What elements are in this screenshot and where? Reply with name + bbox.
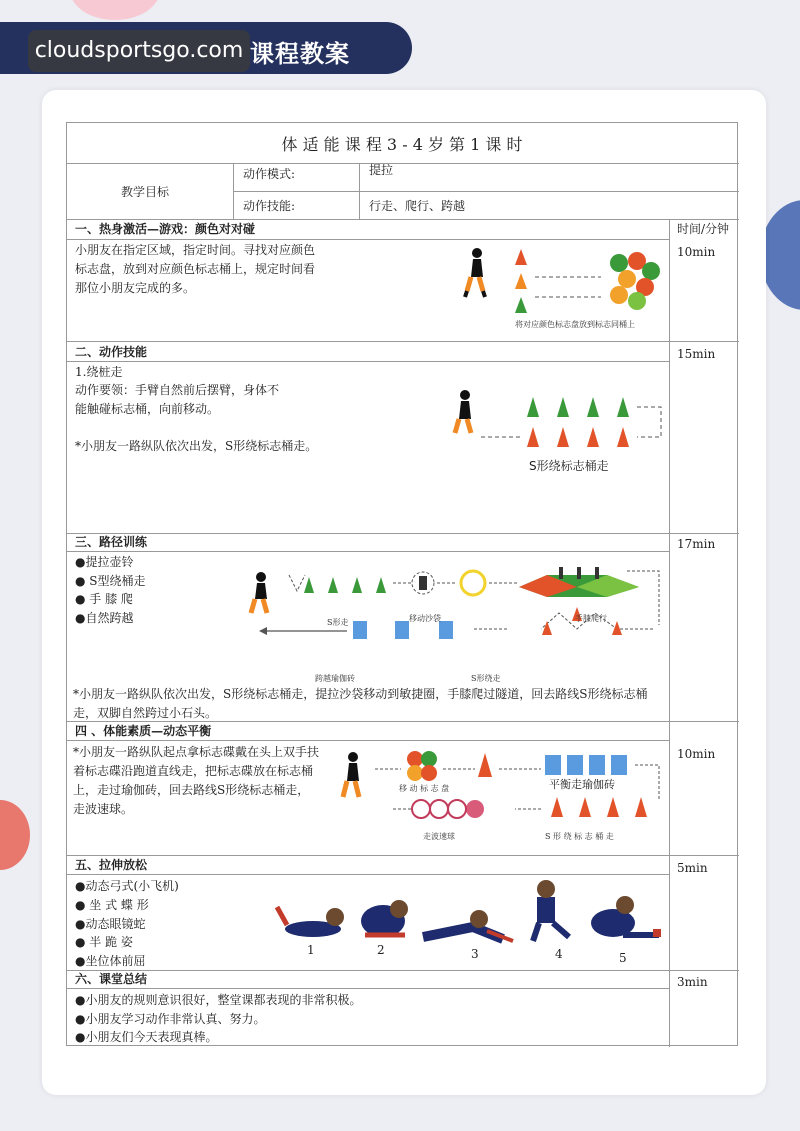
crawl-tunnel-icon <box>519 567 639 597</box>
child-running-icon <box>465 248 485 297</box>
watermark: cloudsportsgo.com <box>28 30 250 72</box>
section-3-caption: 移动沙袋 <box>409 614 441 623</box>
cone-row-red-icon <box>551 797 647 817</box>
goal-skill-value: 行走、爬行、跨越 <box>369 199 466 213</box>
section-4-figure <box>335 747 669 839</box>
cone-row-green-icon <box>304 577 386 593</box>
goal-skill-label: 动作技能: <box>243 199 296 213</box>
bg-circle-pink <box>70 0 160 20</box>
stretch-pose-2-icon <box>361 900 408 937</box>
cone-stack-icon <box>515 249 527 313</box>
goal-mode-value: 提拉 <box>369 163 394 177</box>
stretch-pose-1-icon <box>277 907 344 937</box>
lesson-title: 体 适 能 课 程 3 - 4 岁 第 1 课 时 <box>281 135 523 154</box>
pose-number: 3 <box>471 947 479 961</box>
child-running-icon <box>251 572 267 613</box>
bosu-ball-icon <box>412 800 484 818</box>
section-3-time: 17min <box>677 537 716 551</box>
section-1-text: 小朋友在指定区域，指定时间。寻找对应颜色标志盘，放到对应颜色标志桶上，规定时间看那位小朋友完成的多。 <box>75 243 316 295</box>
section-3-caption: S形绕走 <box>471 674 501 683</box>
section-3-caption: S形走 <box>327 618 349 627</box>
marker-discs-icon <box>610 252 660 310</box>
child-walking-icon <box>343 752 359 797</box>
stretch-pose-3-icon <box>423 910 513 941</box>
section-5-item: ●坐位体前屈 <box>75 954 146 968</box>
divider <box>67 855 739 856</box>
cone-row-green-icon <box>527 397 629 417</box>
divider <box>67 740 669 741</box>
section-3-item: ●自然跨越 <box>75 611 134 625</box>
section-2-line: 能触碰标志桶，向前移动。 <box>75 402 220 416</box>
section-5-figure <box>273 877 665 953</box>
section-5-item: ● 坐 式 蝶 形 <box>75 898 149 912</box>
stretch-pose-4-icon <box>533 880 569 941</box>
section-2-line: 1.绕桩走 <box>75 365 123 379</box>
section-1-title: 一、热身激活—游戏：颜色对对碰 <box>75 222 256 236</box>
pose-number: 1 <box>307 943 315 957</box>
section-6-item: ●小朋友学习动作非常认真、努力。 <box>75 1012 266 1026</box>
section-2-figure <box>451 385 671 455</box>
time-column-divider <box>669 219 670 1047</box>
section-2-time: 15min <box>677 347 716 361</box>
time-header: 时间/分钟 <box>677 222 730 236</box>
section-5-title: 五、拉伸放松 <box>75 858 148 872</box>
section-6-time: 3min <box>677 975 708 989</box>
pose-number: 4 <box>555 947 563 961</box>
divider <box>67 970 739 971</box>
divider <box>67 361 669 362</box>
lesson-plan-table <box>66 122 738 1046</box>
section-4-title: 四 、体能素质—动态平衡 <box>75 724 212 738</box>
goal-label: 教学目标 <box>121 185 170 199</box>
divider <box>233 191 739 192</box>
section-2-line: 动作要领：手臂自然前后摆臂，身体不 <box>75 383 280 397</box>
section-3-caption: 手膝爬行 <box>575 614 607 623</box>
section-2-line: *小朋友一路纵队依次出发，S形绕标志桶走。 <box>75 439 318 453</box>
section-1-caption: 将对应颜色标志盘放到标志同桶上 <box>515 320 635 329</box>
stretch-pose-5-icon <box>591 896 661 937</box>
bg-circle-blue-right <box>760 200 800 310</box>
section-3-item: ●提拉壶铃 <box>75 555 134 569</box>
pose-number: 5 <box>619 951 627 965</box>
section-5-time: 5min <box>677 861 708 875</box>
section-1-figure <box>459 241 669 331</box>
divider <box>67 874 669 875</box>
section-2-caption: S形绕标志桶走 <box>529 459 609 473</box>
divider <box>67 988 669 989</box>
divider <box>67 551 669 552</box>
marker-discs-icon <box>407 751 437 781</box>
section-5-item: ●动态眼镜蛇 <box>75 917 146 931</box>
section-4-text: *小朋友一路纵队起点拿标志碟戴在头上双手扶着标志碟沿跑道直线走，把标志碟放在标志桶上，走过瑜伽砖，回去路线S形绕标志桶走，走波速球。 <box>73 745 320 816</box>
section-5-item: ● 半 跪 姿 <box>75 935 133 949</box>
section-6-item: ●小朋友的规则意识很好，整堂课都表现的非常积极。 <box>75 993 362 1007</box>
bg-circle-red-left <box>0 800 30 870</box>
section-2-title: 二、动作技能 <box>75 345 148 359</box>
section-3-item: ● S型绕桶走 <box>75 574 146 588</box>
section-3-note: *小朋友一路纵队依次出发，S形绕标志桶走，提拉沙袋移动到敏捷圈，手膝爬过隧道，回去路线S形绕标志桶走，双脚自然跨过小石头。 <box>73 687 648 720</box>
divider <box>67 163 739 164</box>
section-4-caption: S 形 绕 标 志 桶 走 <box>545 832 614 841</box>
section-3-caption: 跨越瑜伽砖 <box>315 674 355 683</box>
section-3-item: ● 手 膝 爬 <box>75 592 133 606</box>
section-4-time: 10min <box>677 747 716 761</box>
pose-number: 2 <box>377 943 385 957</box>
cone-icon <box>478 753 492 777</box>
section-4-caption: 走波速球 <box>423 832 455 841</box>
agility-hoop-icon <box>461 571 485 595</box>
divider <box>67 239 669 240</box>
divider <box>67 533 739 534</box>
divider <box>67 341 739 342</box>
section-4-caption: 移 动 标 志 盘 <box>399 784 450 793</box>
goal-mode-label: 动作模式: <box>243 167 296 181</box>
section-4-caption: 平衡走瑜伽砖 <box>549 778 615 791</box>
yoga-brick-icon <box>545 755 627 775</box>
section-6-item: ●小朋友们今天表现真棒。 <box>75 1030 218 1044</box>
cone-row-red-icon <box>527 427 629 447</box>
header-title: 课程教案 <box>250 40 350 68</box>
section-5-item: ●动态弓式(小飞机) <box>75 879 179 893</box>
section-1-time: 10min <box>677 245 716 259</box>
section-3-title: 三、路径训练 <box>75 535 148 549</box>
child-running-icon <box>455 390 471 433</box>
section-6-title: 六、课堂总结 <box>75 972 148 986</box>
